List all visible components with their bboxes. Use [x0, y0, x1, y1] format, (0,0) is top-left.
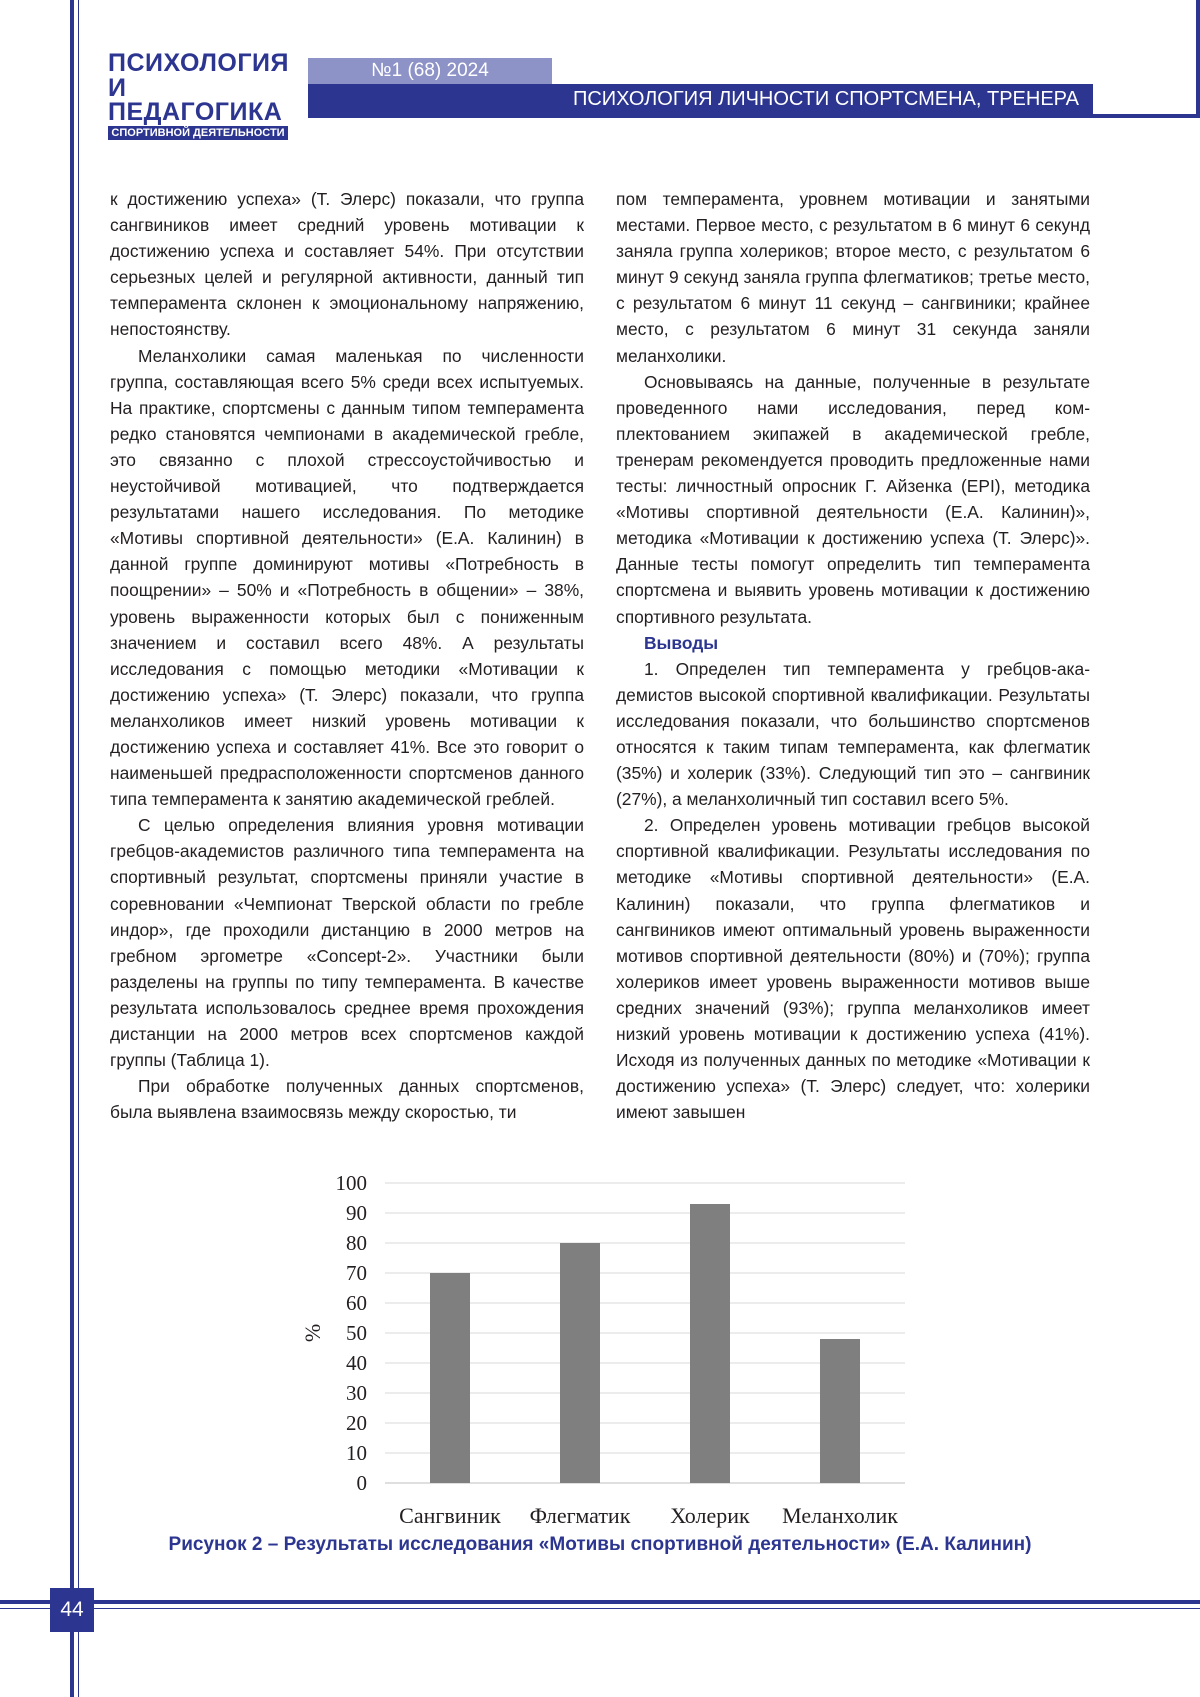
y-axis-label: %: [300, 1323, 325, 1343]
y-tick-label: 80: [346, 1231, 367, 1255]
y-tick-label: 10: [346, 1441, 367, 1465]
y-tick-label: 50: [346, 1321, 367, 1345]
left-column: [110, 186, 584, 1125]
paragraph: Меланхолики самая маленькая по численности группа, составляющая всего 5% среди всех испытуемых. На практике, спортсмены с данным типом темперамента редко становятся чемпионами в академической гребле, это связанно с плохой стрессоустойчивостью и неустойчивой мотивацией, что подтверждается результатами нашего исследования. По методике «Мотивы спортивной деятельности» (Е.А. Калинин) в данной группе доминируют мотивы «Потребность в поощрении» – 50% и «Потребность в общении» – 38%, уровень выраженности которых был с пониженным значением и составил всего 48%. А результаты исследования с помощью методики «Мотивации к достижению успеха» (Т. Элерс) показали, что группа меланхоликов имеет низкий уровень мотивации к достижению успеха и составляет 41%. Все это говорит о наименьшей предрасположенности спортсменов данного типа темперамента к занятию академической греблей.: [110, 345, 584, 810]
paragraph: к достижению успеха» (Т. Элерс) показали, что группа сангвиников имеет средний уровень мотивации к достижению успеха и составляет 54%. При отсутствии серьезных целей и регулярной активности, данный тип темперамента склонен к эмоциональному напряжению, непостоянству.: [110, 189, 584, 340]
right-column: [616, 186, 1090, 1125]
footer-rule: [0, 1600, 1200, 1604]
paragraph: С целью определения влияния уровня мотивации гребцов-академистов различного типа темперамента на спортивный результат, спортсмены приняли участие в соревновании «Чемпионат Тверской области по гребле индор», где проходили дистанцию в 2000 метров на гребном эргометре «Concept-2». Участники были разделены на группы по типу темперамента. В качестве результата использовалось среднее время прохождения дистанции на 2000 метров всех спортсменов каждой группы (Таблица 1).: [110, 815, 584, 1071]
journal-logo: [108, 50, 290, 140]
bar: [430, 1273, 470, 1483]
left-frame-line-thin: [78, 0, 79, 1697]
paragraph: 1. Определен тип темперамента у гребцов-академистов высокой спортивной квалификации. Результаты исследования показали, что большинство спортсменов относятся к таким типам темперамента, как флегматик (35%) и холерик (33%). Следующий тип это – сангвиник (27%), а меланхоличный тип составил всего 5%.: [616, 658, 1090, 810]
bar: [560, 1243, 600, 1483]
footer-rule-thin: [0, 1608, 1200, 1609]
logo-title: ПСИХОЛОГИЯ: [108, 49, 289, 77]
logo-subtitle: И ПЕДАГОГИКА: [108, 74, 283, 126]
x-tick-label: Холерик: [670, 1503, 750, 1528]
bar: [690, 1204, 730, 1483]
y-tick-label: 60: [346, 1291, 367, 1315]
paragraph: Основываясь на данные, полученные в результате проведенного нами исследования, перед комплектованием экипажей в академической гребле, тренерам рекомендуется проводить предложенные нами тесты: личностный опросник Г. Айзенка (EPI), методика «Мотивы спортивной деятельности (Е.А. Калинин)», методика «Мотивации к достижению успеха (Т. Элерс)». Данные тесты помогут определить тип темперамента спортсмена и выявить уровень мотивации к достижению спортивного результата.: [616, 371, 1090, 627]
page-number: 44: [50, 1588, 94, 1632]
y-tick-label: 100: [335, 1171, 367, 1195]
paragraph: 2. Определен уровень мотивации гребцов высокой спортивной квалификации. Результаты исследования по методике «Мотивы спортивной деятельности» (Е.А. Калинин) показали, что группа флегматиков и сангвиников имеют оптимальный уровень выраженности мотивов спортивной деятельности (80%) и (70%); группа холериков имеет уровень выраженности мотивов выше средних значений (93%); группа меланхоликов имеет низкий уровень мотивации к достижению успеха (41%). Исходя из полученных данных по методике «Мотивации к достижению успеха» (Т. Элерс) следует, что: холерики имеют завышен: [616, 815, 1090, 1123]
section-heading: Выводы: [644, 632, 719, 653]
bar-chart: [280, 1165, 920, 1535]
section-title: ПСИХОЛОГИЯ ЛИЧНОСТИ СПОРТСМЕНА, ТРЕНЕРА: [308, 84, 1093, 114]
x-tick-label: Меланхолик: [782, 1503, 898, 1528]
y-tick-label: 20: [346, 1411, 367, 1435]
header-rule: [308, 114, 1200, 118]
paragraph: При обработке полученных данных спортсменов, была выявлена взаимосвязь между скоростью, ти: [110, 1076, 584, 1123]
bar: [820, 1339, 860, 1483]
x-tick-label: Сангвиник: [399, 1503, 501, 1528]
y-tick-label: 70: [346, 1261, 367, 1285]
x-tick-label: Флегматик: [529, 1503, 631, 1528]
y-tick-label: 40: [346, 1351, 367, 1375]
y-tick-label: 90: [346, 1201, 367, 1225]
figure-caption: Рисунок 2 – Результаты исследования «Мотивы спортивной деятельности» (Е.А. Калинин): [168, 1534, 1032, 1555]
right-frame-line: [1196, 0, 1200, 118]
y-tick-label: 30: [346, 1381, 367, 1405]
logo-tagline: СПОРТИВНОЙ ДЕЯТЕЛЬНОСТИ: [108, 126, 288, 140]
left-frame-line: [70, 0, 74, 1697]
paragraph: пом темперамента, уровнем мотивации и занятыми местами. Первое место, с результатом в 6 минут 6 секунд заняла группа холериков; второе место, с результатом 6 минут 9 секунд заняла группа флегматиков; третье место, с результатом 6 минут 11 секунд – сангвиники; крайнее место, с результатом 6 минут 31 секунда заняли меланхолики.: [616, 189, 1090, 366]
issue-number: №1 (68) 2024: [308, 58, 552, 84]
y-tick-label: 0: [356, 1471, 367, 1495]
